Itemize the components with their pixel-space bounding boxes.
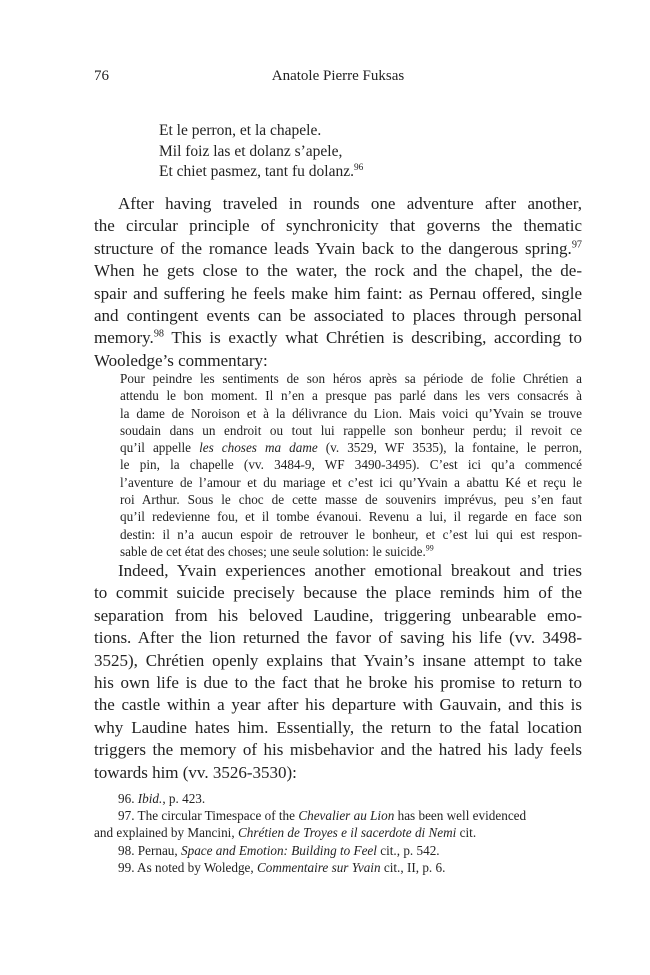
quote-line: qu’il redevienne fou, et il tombe évanoui. Revenu a lui, il regarde en face son bbox=[120, 509, 582, 525]
quote-line: roi Arthur. Sous le choc de cette masse de souvenirs imprévus, peu s’en faut bbox=[120, 492, 582, 508]
verse-quotation bbox=[159, 121, 363, 183]
quote-line: Pour peindre les sentiments de son héros après sa période de folie Chrétien a bbox=[120, 371, 582, 386]
body-paragraph-2 bbox=[94, 560, 582, 784]
text-line: the castle within a year after his departure with Gauvain, and this is bbox=[94, 695, 582, 715]
text-span: structure of the romance leads Yvain back to the dangerous spring. bbox=[94, 238, 572, 258]
text-span: 96. bbox=[118, 791, 138, 806]
text-line: his own life is due to the fact that he broke his promise to return to bbox=[94, 673, 582, 693]
text-span: , p. 423. bbox=[162, 791, 206, 806]
quote-line: le pin, la chapelle (vv. 3484-9, WF 3490-3495). C’est ici qu’a commencé bbox=[120, 457, 582, 473]
italic-ref: Ibid. bbox=[137, 791, 163, 806]
text-span: memory. bbox=[94, 328, 154, 348]
quote-line: attendu le bon moment. Il n’en a presque pas parlé dans les vers consacrés à bbox=[120, 388, 582, 404]
text-span: and explained by Mancini, bbox=[94, 825, 238, 841]
text-span: sable de cet état des choses; une seule solution: le suicide. bbox=[120, 543, 426, 559]
italic-title: les choses ma dame bbox=[199, 440, 318, 456]
italic-title: Chrétien de Troyes e il sacerdote di Nemi bbox=[237, 825, 457, 841]
verse-line: Mil foiz las et dolanz s’apele, bbox=[159, 142, 343, 160]
text-line: why Laudine hates him. Essentially, the return to the fatal location bbox=[94, 717, 582, 737]
text-line: spair and suffering he feels make him faint: as Pernau offered, single bbox=[94, 283, 582, 303]
footnote-97-cont bbox=[94, 824, 582, 841]
text-span: cit., p. 542. bbox=[376, 842, 440, 858]
quote-line: destin: il n’a aucun espoir de retrouver le bonheur, et c’est lui qui est respon- bbox=[120, 526, 582, 542]
text-span: qu’il appelle bbox=[120, 440, 200, 456]
text-line bbox=[94, 327, 582, 349]
text-line: the circular principle of synchronicity that governs the thematic bbox=[94, 216, 582, 236]
text-span: 97. The circular Timespace of the bbox=[118, 808, 299, 824]
footnote-99 bbox=[94, 859, 582, 876]
text-line bbox=[94, 238, 582, 260]
quote-line bbox=[120, 543, 582, 560]
text-span: This is exactly what Chrétien is describing, according to bbox=[164, 328, 582, 348]
page-number: 76 bbox=[94, 68, 109, 84]
text-line: to commit suicide precisely because the place reminds him of the bbox=[94, 583, 582, 603]
text-line: towards him (vv. 3526-3530): bbox=[94, 762, 297, 782]
italic-title: Space and Emotion: Building to Feel bbox=[181, 842, 377, 858]
text-line: separation from his beloved Laudine, triggering unbearable emo- bbox=[94, 605, 582, 625]
italic-title: Chevalier au Lion bbox=[298, 808, 395, 824]
body-paragraph-1 bbox=[94, 193, 582, 372]
footnote-ref: 98 bbox=[153, 328, 164, 340]
text-line: Indeed, Yvain experiences another emotional breakout and tries bbox=[118, 561, 582, 580]
text-line: tions. After the lion returned the favor of saving his life (vv. 3498- bbox=[94, 628, 582, 648]
text-line: When he gets close to the water, the rock and the chapel, the de- bbox=[94, 261, 582, 281]
block-quote bbox=[120, 370, 582, 560]
footnote-96 bbox=[94, 790, 582, 807]
text-span: cit., II, p. 6. bbox=[380, 859, 446, 875]
text-span: 99. As noted by Woledge, bbox=[118, 859, 257, 875]
footnote-ref: 96 bbox=[353, 162, 364, 173]
verse-text: Et chiet pasmez, tant fu dolanz. bbox=[159, 163, 354, 180]
text-line: Wooledge’s commentary: bbox=[94, 350, 268, 370]
quote-line: soudain dans un endroit ou tout lui rappelle son bonheur perdu; il revoit ce bbox=[120, 422, 582, 438]
page-header bbox=[94, 68, 582, 90]
quote-line: l’aventure de l’amour et du mariage et c’est ici qu’Yvain a abattu Ké et reçu le bbox=[120, 474, 582, 490]
text-line: and contingent events can be associated to places through personal bbox=[94, 306, 582, 326]
footnote-ref: 97 bbox=[571, 239, 582, 251]
quote-line: la dame de Noroison et à la délivrance du Lion. Mais voici qu’Yvain se trouve bbox=[120, 405, 582, 421]
text-line: triggers the memory of his misbehavior and the hatred his lady feels bbox=[94, 740, 582, 760]
text-line: After having traveled in rounds one adventure after another, bbox=[118, 194, 582, 213]
text-span: (v. 3529, WF 3535), la fontaine, le perron, bbox=[317, 440, 582, 456]
footnote-97 bbox=[94, 807, 582, 824]
quote-line bbox=[120, 439, 582, 456]
footnote-ref: 99 bbox=[425, 543, 434, 553]
footnote-98 bbox=[94, 842, 582, 859]
footnotes bbox=[94, 790, 582, 876]
text-span: cit. bbox=[456, 825, 477, 841]
italic-title: Commentaire sur Yvain bbox=[256, 859, 381, 875]
text-span: has been well evidenced bbox=[394, 808, 527, 824]
running-title: Anatole Pierre Fuksas bbox=[271, 68, 405, 84]
verse-line bbox=[159, 162, 363, 183]
text-line: 3525), Chrétien openly explains that Yvain’s insane attempt to take bbox=[94, 650, 582, 670]
verse-line: Et le perron, et la chapele. bbox=[159, 122, 322, 139]
text-span: 98. Pernau, bbox=[118, 842, 181, 858]
